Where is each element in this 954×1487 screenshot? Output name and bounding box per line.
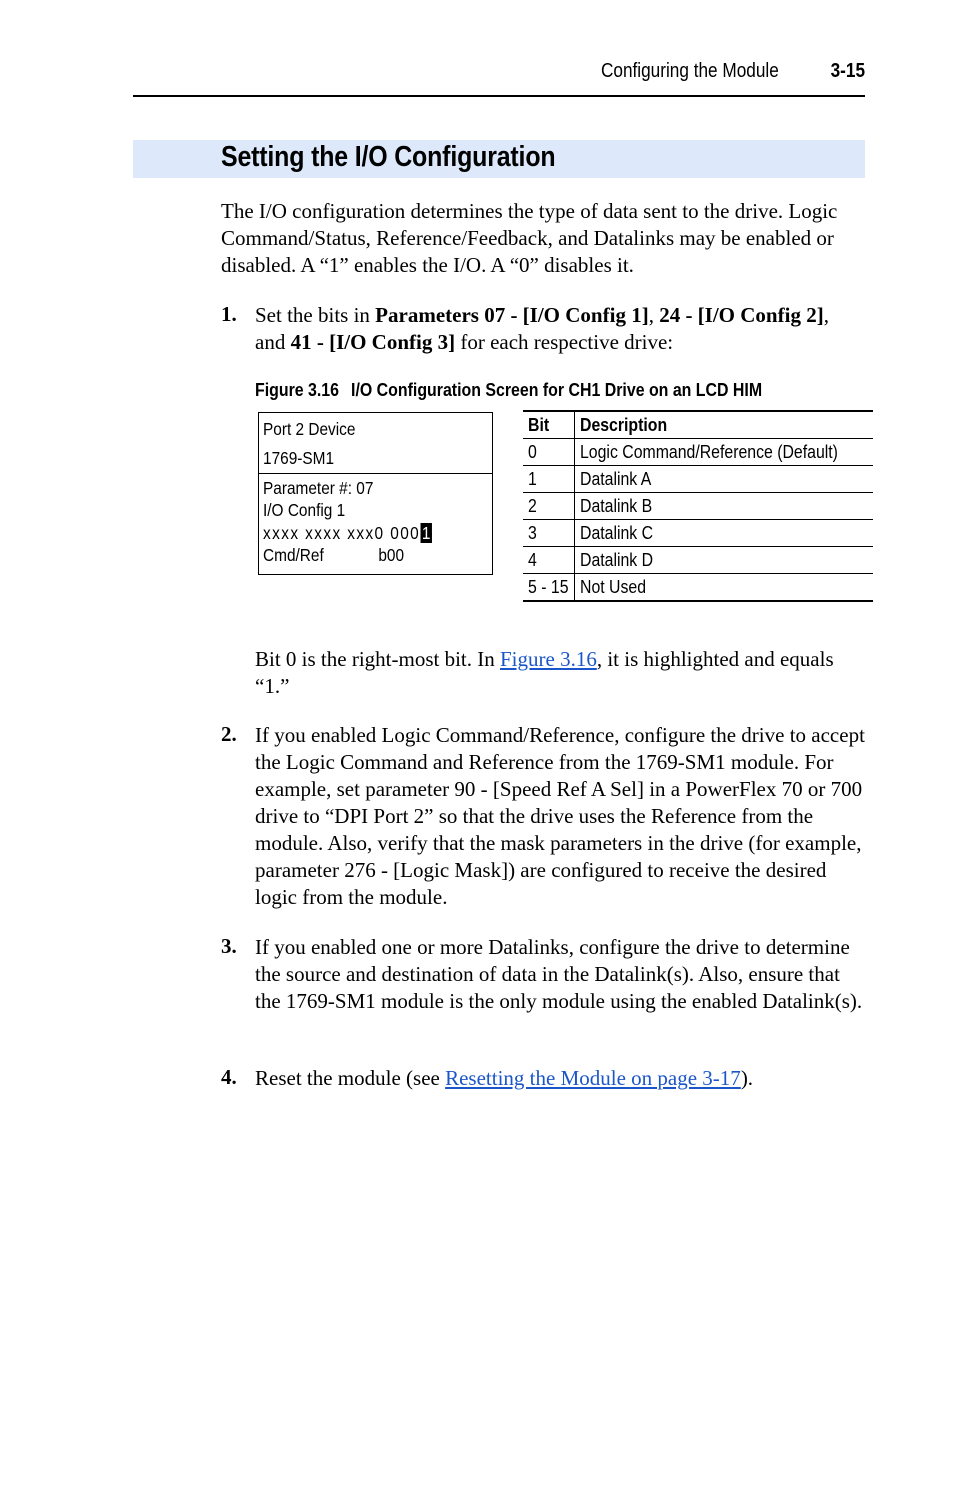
lcd-bits-line xyxy=(263,523,432,544)
header-rule xyxy=(133,95,865,97)
step-3-number: 3. xyxy=(221,934,237,958)
lcd-parameter-line: Parameter #: 07 xyxy=(263,478,374,498)
page-number: 3-15 xyxy=(830,60,865,82)
table-header-row xyxy=(523,411,873,439)
bit-cell: 1 xyxy=(523,466,575,493)
param-07-ref: Parameters 07 - [I/O Config 1] xyxy=(375,303,649,327)
step-2-number: 2. xyxy=(221,722,237,746)
lcd-highlighted-bit: 1 xyxy=(421,523,431,543)
chapter-title: Configuring the Module xyxy=(601,60,779,82)
param-41-ref: 41 - [I/O Config 3] xyxy=(290,330,456,354)
table-row xyxy=(523,493,873,520)
figure-title: I/O Configuration Screen for CH1 Drive on an LCD HIM xyxy=(351,379,763,400)
lcd-him-screen xyxy=(258,412,493,575)
lcd-bit-index: b00 xyxy=(378,545,405,565)
param-24-ref: 24 - [I/O Config 2] xyxy=(659,303,824,327)
table-row xyxy=(523,439,873,466)
step-4-number: 4. xyxy=(221,1065,237,1089)
description-cell: Not Used xyxy=(575,574,874,602)
figure-label: Figure 3.16 xyxy=(255,379,340,400)
figure-3-16-link[interactable]: Figure 3.16 xyxy=(500,647,597,671)
bit-cell: 4 xyxy=(523,547,575,574)
lcd-bit-name: Cmd/Ref xyxy=(263,545,324,565)
lcd-port-line: Port 2 Device xyxy=(263,419,356,439)
table-row xyxy=(523,466,873,493)
description-cell: Datalink A xyxy=(575,466,874,493)
lcd-bits: xxxx xxxx xxx0 000 xyxy=(263,523,421,543)
column-header-bit: Bit xyxy=(523,411,575,439)
step-1-text: Set the bits in Parameters 07 - [I/O Config 1], 24 - [I/O Config 2], and 41 - [I/O Config 3] for each respective drive: xyxy=(255,303,829,354)
step-3-text: If you enabled one or more Datalinks, configure the drive to determine the source and destination of data in the Datalink(s). Also, ensure that the 1769-SM1 module is the only module using the enabled Datalink(s). xyxy=(255,935,863,1013)
step-2-text: If you enabled Logic Command/Reference, configure the drive to accept the Logic Command and Reference from the 1769-SM1 module. For example, set parameter 90 - [Speed Ref A Sel] in a PowerFlex 70 or 700 drive to “DPI Port 2” so that the drive uses the Reference from the module. Also, verify that the mask parameters in the drive (for example, parameter 276 - [Logic Mask]) are configured to receive the desired logic from the module. xyxy=(255,723,865,909)
column-header-description: Description xyxy=(575,411,874,439)
description-cell: Datalink B xyxy=(575,493,874,520)
bit-cell: 3 xyxy=(523,520,575,547)
description-cell: Datalink C xyxy=(575,520,874,547)
intro-paragraph: The I/O configuration determines the type of data sent to the drive. Logic Command/Status, Reference/Feedback, and Datalinks may be enabled or disabled. A “1” enables the I/O. A “0” disables it. xyxy=(221,199,838,277)
step-4-text: Reset the module (see Resetting the Module on page 3-17). xyxy=(255,1066,754,1090)
resetting-module-link[interactable]: Resetting the Module on page 3-17 xyxy=(445,1066,741,1090)
bit-cell: 0 xyxy=(523,439,575,466)
figure-caption xyxy=(255,379,762,401)
section-title: Setting the I/O Configuration xyxy=(221,141,556,173)
bit-description-table xyxy=(523,410,873,602)
bit-cell: 2 xyxy=(523,493,575,520)
bit-cell: 5 - 15 xyxy=(523,574,575,602)
running-header xyxy=(133,60,865,88)
lcd-divider xyxy=(259,473,492,474)
table-row xyxy=(523,574,873,602)
bit-note-paragraph: Bit 0 is the right-most bit. In Figure 3.16, it is highlighted and equals “1.” xyxy=(255,647,834,698)
lcd-param-name-line: I/O Config 1 xyxy=(263,500,346,520)
table-row xyxy=(523,520,873,547)
description-cell: Logic Command/Reference (Default) xyxy=(575,439,874,466)
lcd-bit-name-line xyxy=(263,545,404,566)
table-row xyxy=(523,547,873,574)
step-1-number: 1. xyxy=(221,302,237,326)
lcd-device-line: 1769-SM1 xyxy=(263,448,335,468)
description-cell: Datalink D xyxy=(575,547,874,574)
